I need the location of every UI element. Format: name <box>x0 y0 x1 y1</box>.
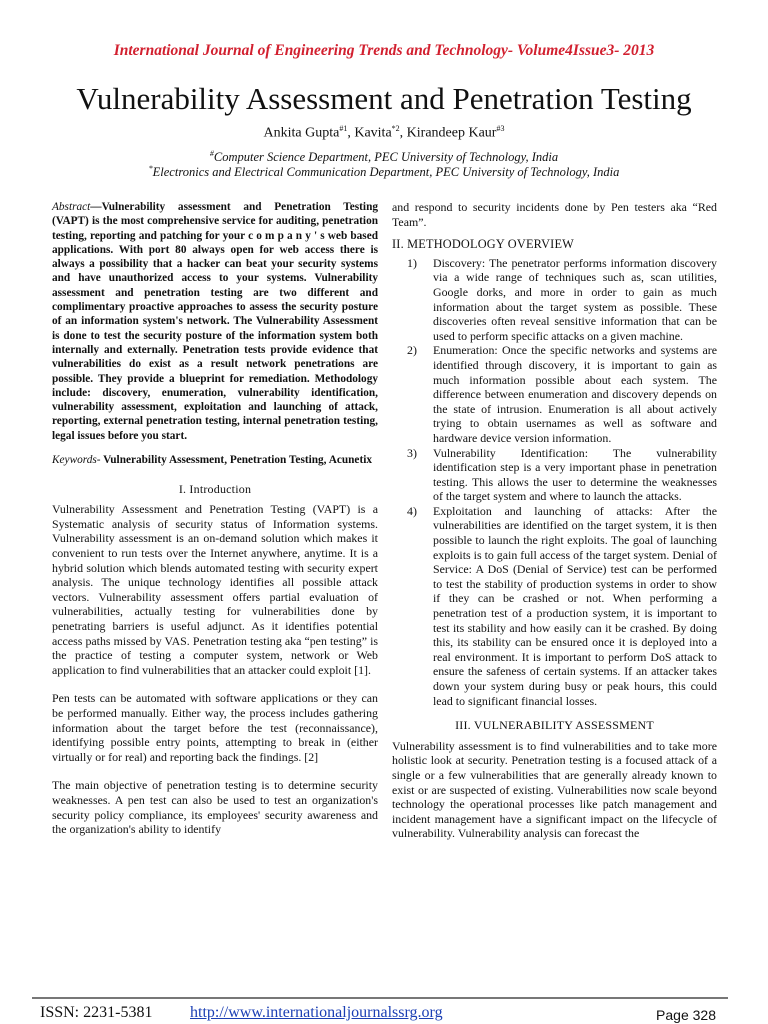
paragraph: The main objective of penetration testing is to determine security weaknesses. A pen test can also be used to test an organization's security policy compliance, its employees' security awareness and the organization's ability to identify <box>52 778 378 837</box>
section-heading-introduction: I. Introduction <box>178 481 252 496</box>
list-text: Exploitation and launching of attacks: After the vulnerabilities are identified on the target system, it is then possible to launch the right exploits. The goal of launching exploits is to gain full access of the target system. Denial of Service: A DoS (Denial of Service) test can be performed to test the stability of production systems in order to show if they can be crashed or not. When performing a penetration test of a production system, it is important to test its stability and how easily can it be crashed. By doing this, its stability can be ensured once it is deployed into a real environment. It is important to perform DoS attack to ensure the safeness of certain systems. If an attacker takes down your system during busy or peak hours, this could lead to significant financial losses. <box>433 503 717 708</box>
abstract-label: Abstract <box>52 201 91 213</box>
author-name: Kirandeep Kaur <box>406 125 497 141</box>
author-name: Kavita <box>354 125 392 141</box>
paragraph: Pen tests can be automated with software applications or they can be performed manually. Either way, the process includes gathering information about the target before the test (reconnaissance), identifying possible entry points, attempting to break in (either virtually or for real) and reporting back the findings. [2] <box>52 691 378 764</box>
abstract <box>52 200 378 443</box>
left-column <box>52 200 378 847</box>
author-name: Ankita Gupta <box>263 125 340 141</box>
list-item <box>392 446 717 504</box>
list-item <box>392 504 717 708</box>
affiliation <box>0 149 768 165</box>
author-list: Ankita Gupta$^{\#1}$, Kavita$^{*2}$, Kirandeep Kaur$^{\#3}$ <box>263 124 505 141</box>
footer-divider <box>32 997 728 999</box>
keywords-text: Vulnerability Assessment, Penetration Testing, Acunetix <box>100 454 372 467</box>
author-mark: *2 <box>391 124 400 133</box>
list-text: Vulnerability Identification: The vulnerability identification step is a very important phase in penetration testing. This allows the user to determine the weaknesses of the target system and where to launch the attacks. <box>433 445 717 504</box>
list-number: 2) <box>407 343 417 358</box>
abstract-text: —Vulnerability assessment and Penetration Testing (VAPT) is the most comprehensive service for auditing, penetration testing, reporting and patching for your c o m p a n y ' s web based applications. With port 80 always open for web access there is always a possibility that a hacker can beat your security systems and have unauthorized access to your systems. Vulnerability assessment and penetration testing are two different and complimentary proactive approaches to assess the security posture of an information system's network. The Vulnerability Assessment is done to test the security posture of the information system both internally and externally. Penetration tests provide evidence that vulnerabilities do exist as a result network penetrations are possible. They provide a blueprint for remediation. Methodology include: discovery, enumeration, vulnerability identification, vulnerability assessment, exploitation and launching of attack, reporting, external penetration testing, internal penetration testing, legal issues before you start. <box>52 201 378 442</box>
page-number: Page 328 <box>656 1007 716 1023</box>
list-number: 4) <box>407 503 417 518</box>
list-item <box>392 256 717 344</box>
affiliation-mark: # <box>209 149 214 158</box>
affiliation-mark: * <box>148 164 153 173</box>
keywords-label: Keywords- <box>52 454 101 467</box>
journal-header: International Journal of Engineering Trends and Technology- Volume4Issue3- 2013 <box>113 42 655 59</box>
list-item <box>392 343 717 445</box>
author-mark: #1 <box>339 124 348 133</box>
section-heading-methodology: II. METHODOLOGY OVERVIEW <box>392 237 574 252</box>
paragraph: Vulnerability Assessment and Penetration Testing (VAPT) is a Systematic analysis of security status of Information systems. Vulnerability assessment is an on-demand solution which makes it convenient to run tests over the Internet anywhere, anytime. It is a hybrid solution which blends automated testing with security expert analysis. The unique technology identifies all possible attack vectors. Vulnerability assessment offers partial evaluation of vulnerabilities, actually testing for vulnerabilities done by penetrating barriers is useful adjunct. As it identifies potential access paths missed by VAS. Penetration testing aka “pen testing” is the practice of testing a computer system, network or Web application to find vulnerabilities that an attacker could exploit [1]. <box>52 502 378 677</box>
paper-title: Vulnerability Assessment and Penetration Testing <box>76 81 692 116</box>
journal-link[interactable]: http://www.internationaljournalssrg.org <box>190 1004 443 1021</box>
affiliation <box>0 164 768 180</box>
paragraph: and respond to security incidents done by Pen testers aka “Red Team”. <box>392 200 717 229</box>
right-column <box>392 200 717 851</box>
keywords <box>52 453 378 468</box>
issn: ISSN: 2231-5381 <box>40 1004 153 1021</box>
list-text: Enumeration: Once the specific networks and systems are identified through discovery, it is important to gain as much information possible about each system. The difference between enumeration and discovery depends on the state of intrusion. Enumeration is all about actively trying to obtain usernames as well as software and hardware device version information. <box>433 343 717 445</box>
paragraph: Vulnerability assessment is to find vulnerabilities and to take more holistic look at security. Penetration testing is a focused attack of a single or a few vulnerabilities that are generally already known to exist or are suspected of existing. Vulnerabilities now scale beyond technology the operational processes like patch management and incident management have a significant impact on the lifecycle of vulnerability. Vulnerability analysis can forecast the <box>392 738 717 841</box>
methodology-list <box>392 256 717 708</box>
list-number: 3) <box>407 445 417 460</box>
affiliation-text: Computer Science Department, PEC University of Technology, India <box>213 150 559 165</box>
list-text: Discovery: The penetrator performs information discovery via a wide range of techniques such as, scan utilities, Google dorks, and more in order to gain as much information about the target system as possible. These discoveries often reveal sensitive information that can be used to perform specific attacks on a given machine. <box>433 255 717 343</box>
affiliation-text: Electronics and Electrical Communication Department, PEC University of Technology, India <box>152 165 620 180</box>
author-mark: #3 <box>496 124 505 133</box>
section-heading-vulnerability-assessment: III. VULNERABILITY ASSESSMENT <box>455 718 654 733</box>
list-number: 1) <box>407 255 417 270</box>
